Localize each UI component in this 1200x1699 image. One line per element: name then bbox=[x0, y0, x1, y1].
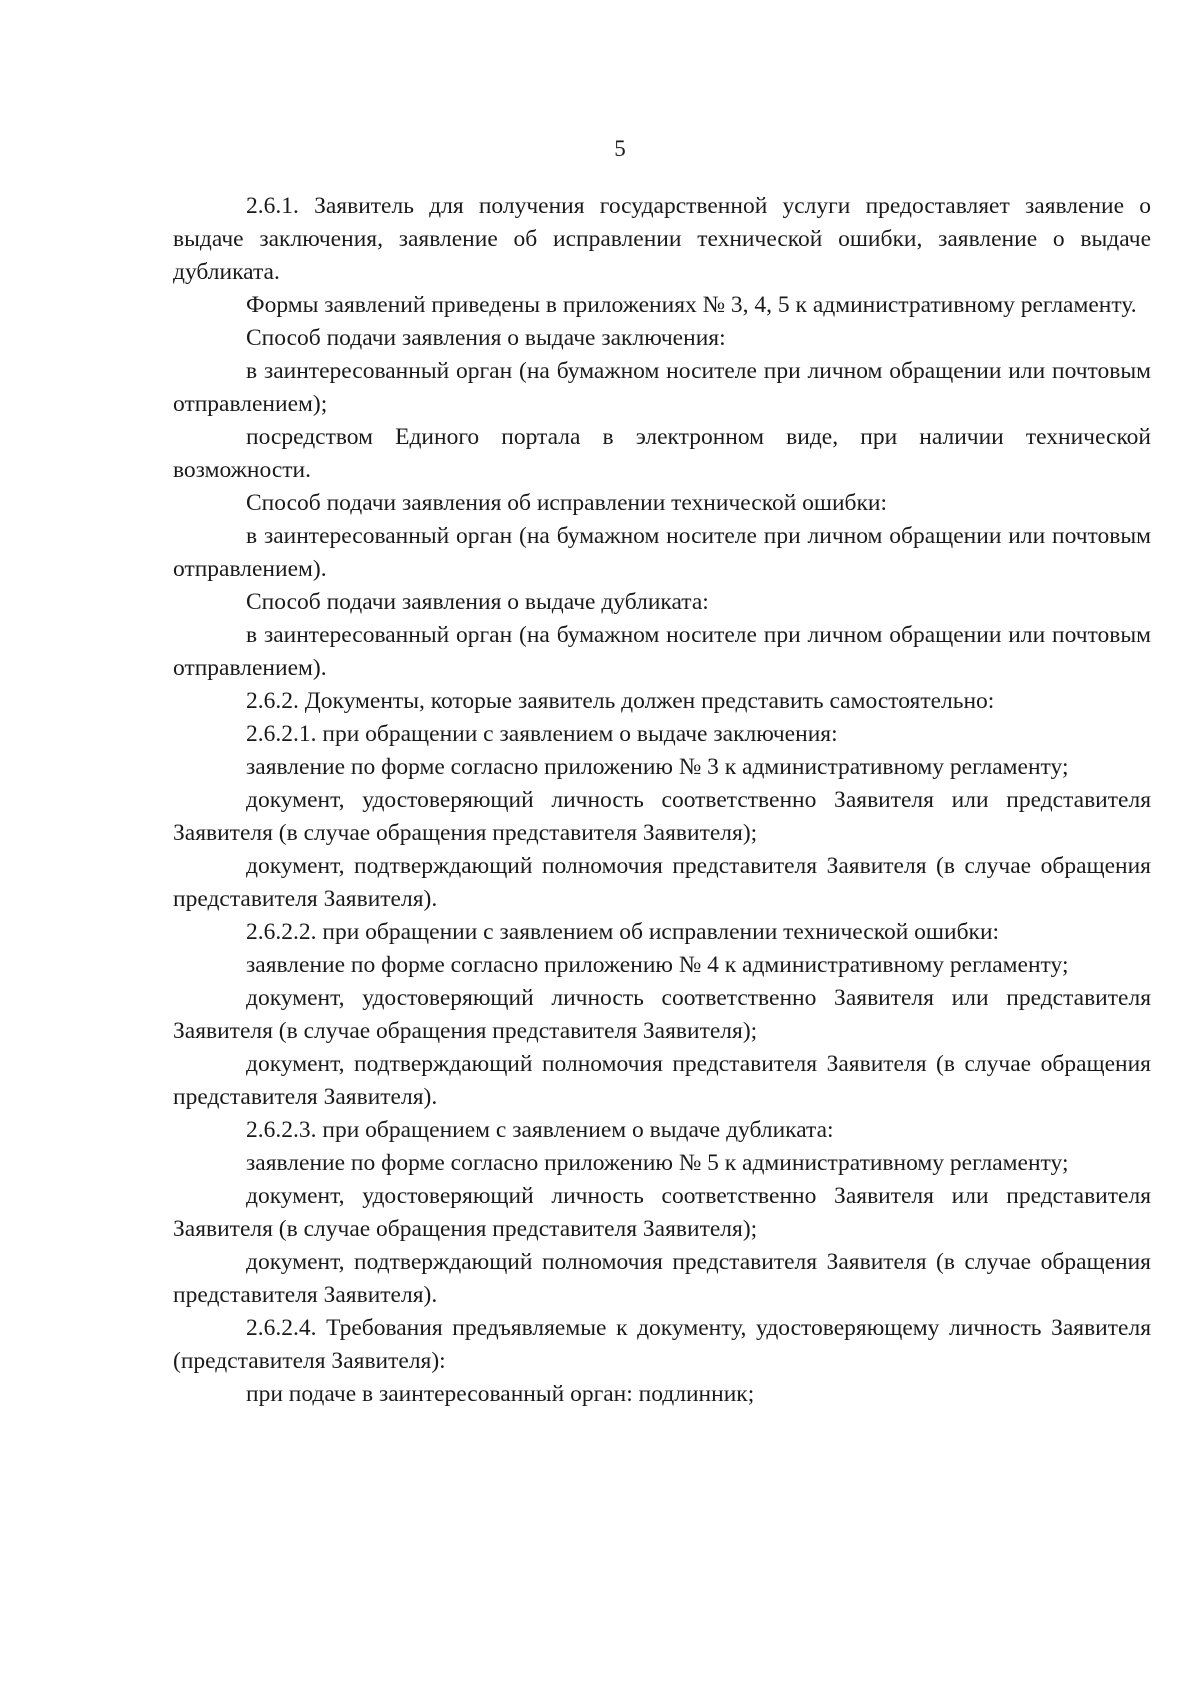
page-number: 5 bbox=[614, 136, 626, 161]
paragraph: посредством Единого портала в электронном виде, при наличии технической возможности. bbox=[173, 424, 1151, 483]
paragraph: документ, удостоверяющий личность соответственно Заявителя или представителя Заявителя (в случае обращения представителя Заявителя); bbox=[173, 787, 1151, 846]
paragraph: Формы заявлений приведены в приложениях № 3, 4, 5 к административному регламенту. bbox=[246, 292, 1137, 318]
paragraph: документ, удостоверяющий личность соответственно Заявителя или представителя Заявителя (в случае обращения представителя Заявителя); bbox=[173, 1183, 1151, 1242]
paragraph: заявление по форме согласно приложению № 5 к административному регламенту; bbox=[246, 1150, 1069, 1176]
paragraph: документ, подтверждающий полномочия представителя Заявителя (в случае обращения представителя Заявителя). bbox=[173, 1051, 1151, 1110]
paragraph: 2.6.2.2. при обращении с заявлением об исправлении технической ошибки: bbox=[246, 919, 1000, 945]
paragraph: документ, подтверждающий полномочия представителя Заявителя (в случае обращения представителя Заявителя). bbox=[173, 853, 1151, 912]
paragraph: заявление по форме согласно приложению № 4 к административному регламенту; bbox=[246, 952, 1069, 978]
paragraph: при подаче в заинтересованный орган: подлинник; bbox=[246, 1381, 755, 1407]
paragraph: 2.6.2.4. Требования предъявляемые к документу, удостоверяющему личность Заявителя (представителя Заявителя): bbox=[173, 1315, 1151, 1374]
paragraph: документ, подтверждающий полномочия представителя Заявителя (в случае обращения представителя Заявителя). bbox=[173, 1249, 1151, 1308]
paragraph: 2.6.2.1. при обращении с заявлением о выдаче заключения: bbox=[246, 721, 838, 747]
paragraph: документ, удостоверяющий личность соответственно Заявителя или представителя Заявителя (в случае обращения представителя Заявителя); bbox=[173, 985, 1151, 1044]
paragraph: 2.6.1. Заявитель для получения государственной услуги предоставляет заявление о выдаче заключения, заявление об исправлении технической ошибки, заявление о выдаче дубликата. bbox=[173, 193, 1151, 285]
paragraph: Способ подачи заявления о выдаче заключения: bbox=[246, 325, 726, 351]
paragraph: заявление по форме согласно приложению № 3 к административному регламенту; bbox=[246, 754, 1069, 780]
document-body bbox=[173, 190, 1151, 1411]
paragraph: Способ подачи заявления об исправлении технической ошибки: bbox=[246, 490, 888, 516]
paragraph: в заинтересованный орган (на бумажном носителе при личном обращении или почтовым отправлением). bbox=[173, 523, 1151, 582]
paragraph: 2.6.2. Документы, которые заявитель должен представить самостоятельно: bbox=[246, 688, 995, 714]
paragraph: в заинтересованный орган (на бумажном носителе при личном обращении или почтовым отправлением). bbox=[173, 622, 1151, 681]
paragraph: 2.6.2.3. при обращением с заявлением о выдаче дубликата: bbox=[246, 1117, 834, 1143]
paragraph: Способ подачи заявления о выдаче дубликата: bbox=[246, 589, 709, 615]
paragraph: в заинтересованный орган (на бумажном носителе при личном обращении или почтовым отправлением); bbox=[173, 358, 1151, 417]
